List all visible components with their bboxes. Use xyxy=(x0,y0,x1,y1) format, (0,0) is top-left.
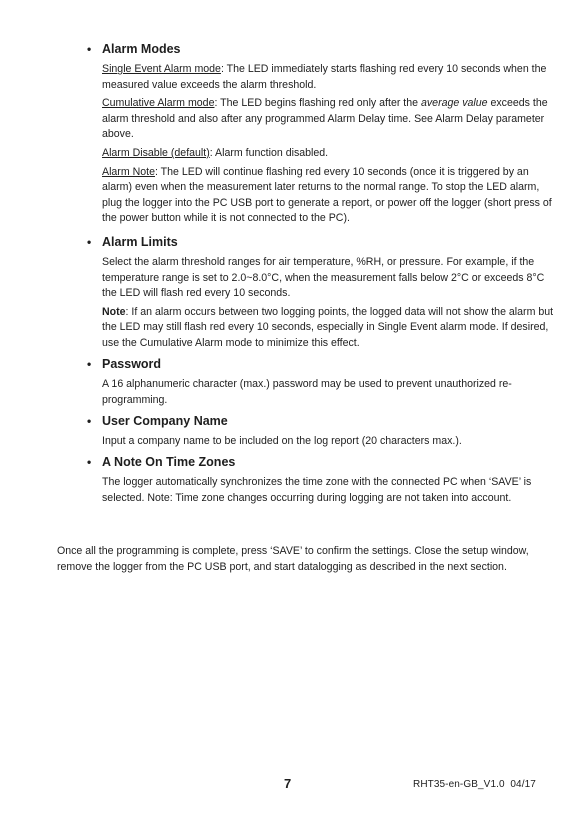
paragraph-alarm-limits: Select the alarm threshold ranges for air temperature, %RH, or pressure. For example, if the temperature range is set to 2.0~8.0°C, when the measurement falls below 2°C or exceeds 8°C the LED will flash red every 10 seconds. xyxy=(102,256,545,300)
section-heading xyxy=(84,413,554,429)
section-heading xyxy=(84,41,554,57)
paragraph-cumulative xyxy=(102,96,554,143)
heading-text: Password xyxy=(102,357,162,371)
text-cumulative-1: : The LED begins flashing red only after the xyxy=(214,97,421,110)
text-single-event: : The LED immediately starts flashing red every 10 seconds when the measured value exceeds the alarm threshold. xyxy=(102,63,547,91)
text-alarm-disable: : Alarm function disabled. xyxy=(209,146,329,159)
term-cumulative: Cumulative Alarm mode xyxy=(102,97,215,110)
paragraph-user-company: Input a company name to be included on the log report (20 characters max.). xyxy=(102,435,462,447)
section-user-company xyxy=(84,413,554,453)
bullet-icon: • xyxy=(87,235,92,249)
term-note: Note xyxy=(102,305,126,318)
section-heading xyxy=(84,356,554,372)
paragraph-single-event xyxy=(102,62,554,93)
text-average-value: average value xyxy=(420,97,488,110)
section-password xyxy=(84,356,554,411)
section-heading xyxy=(84,234,554,250)
heading-text: Alarm Modes xyxy=(102,42,181,56)
document-code: RHT35-en-GB_V1.0 04/17 xyxy=(413,779,536,790)
term-single-event: Single Event Alarm mode xyxy=(102,63,221,75)
page-number: 7 xyxy=(284,776,292,791)
text-alarm-note: : The LED will continue flashing red every 10 seconds (once it is triggered by an alarm) even when the measurement later returns to the normal range. To stop the LED alarm, plug the logger into the PC USB port to generate a report, or power off the logger (short press of the power button while it is not connected to the PC). xyxy=(102,165,552,225)
heading-text: A Note On Time Zones xyxy=(102,455,236,469)
paragraph-time-zones: The logger automatically synchronizes the time zone with the connected PC when ‘SAVE’ is selected. Note: Time zone changes occurring during logging are not taken into account. xyxy=(102,476,532,504)
bullet-icon: • xyxy=(87,357,92,371)
paragraph-alarm-note xyxy=(102,165,554,227)
section-time-zones xyxy=(84,454,554,509)
section-alarm-modes xyxy=(84,41,554,230)
text-cumulative-2: exceeds the alarm threshold and also after any programmed Alarm Delay time. See Alarm Delay parameter above. xyxy=(102,97,548,141)
heading-text: Alarm Limits xyxy=(102,235,178,249)
closing-paragraph: Once all the programming is complete, press ‘SAVE’ to confirm the settings. Close the setup window, remove the logger from the PC USB port, and start datalogging as described in the next section. xyxy=(57,545,529,573)
paragraph-limits-note xyxy=(102,305,554,352)
term-alarm-disable: Alarm Disable (default) xyxy=(102,146,210,159)
bullet-icon: • xyxy=(87,42,92,56)
term-alarm-note: Alarm Note xyxy=(102,165,155,178)
heading-text: User Company Name xyxy=(102,414,228,428)
section-heading xyxy=(84,454,554,470)
section-alarm-limits xyxy=(84,234,554,355)
text-limits-note: : If an alarm occurs between two logging points, the logged data will not show the alarm but the LED may still flash red every 10 seconds, especially in Single Event alarm mode. If desired, use the Cumulative Alarm mode to minimize this effect. xyxy=(102,305,554,349)
bullet-icon: • xyxy=(87,414,92,428)
bullet-icon: • xyxy=(87,455,92,469)
paragraph-alarm-disable xyxy=(102,146,554,162)
paragraph-password: A 16 alphanumeric character (max.) password may be used to prevent unauthorized re-programming. xyxy=(102,378,512,406)
